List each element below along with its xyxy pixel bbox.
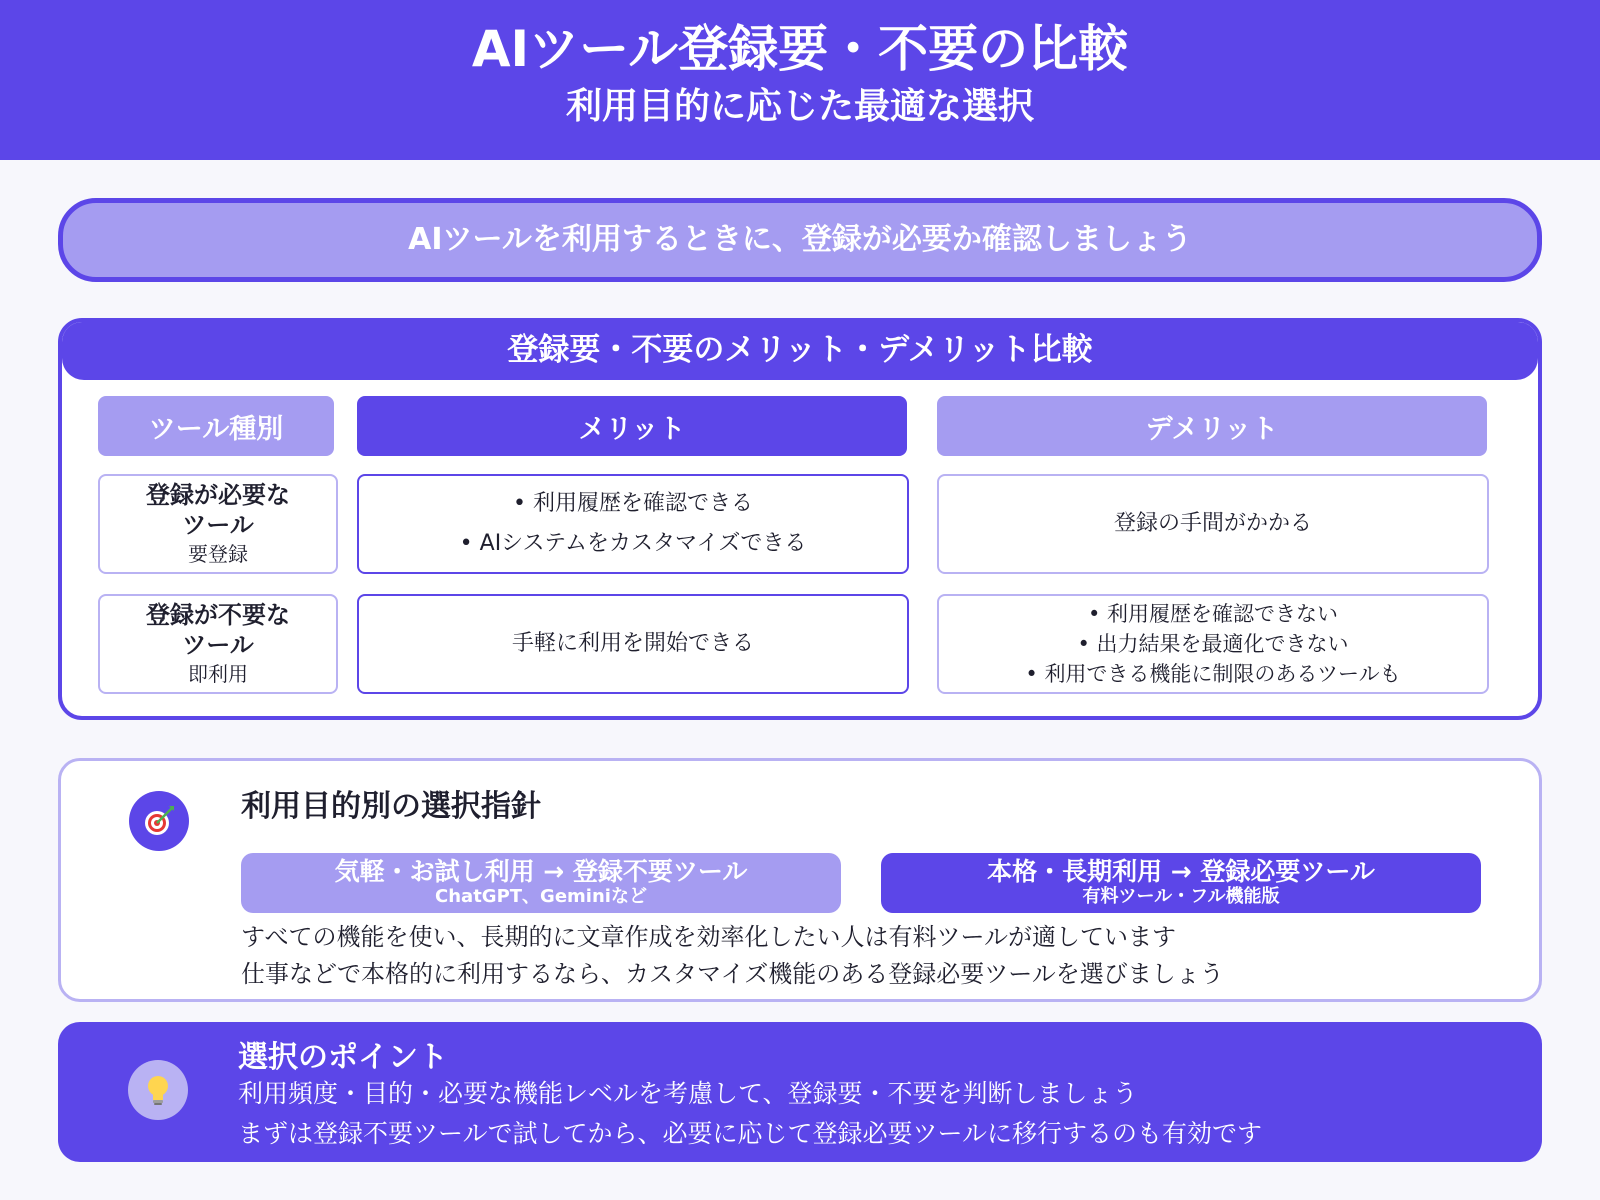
row-registration-required-demerits (937, 474, 1489, 574)
serious-use-main: 本格・長期利用 → 登録必要ツール (987, 857, 1375, 886)
target-icon (129, 791, 189, 851)
merit-item: 手軽に利用を開始できる (511, 631, 754, 656)
type-name: 登録が不要な ツール (146, 601, 290, 659)
guide-line: 仕事などで本格的に利用するなら、カスタマイズ機能のある登録必要ツールを選びましょう (241, 960, 1224, 988)
selection-guide-panel (58, 758, 1542, 1002)
serious-use-option (881, 853, 1481, 913)
guide-text (241, 919, 1224, 993)
type-note: 要登録 (188, 542, 248, 566)
header-demerit: デメリット (937, 396, 1487, 456)
point-line: 利用頻度・目的・必要な機能レベルを考慮して、登録要・不要を判断しましょう (238, 1079, 1138, 1108)
demerit-item: • 出力結果を最適化できない (1077, 629, 1348, 659)
point-title: 選択のポイント (238, 1040, 448, 1075)
row-registration-required-type (98, 474, 338, 574)
comparison-title: 登録要・不要のメリット・デメリット比較 (62, 322, 1538, 380)
row-registration-free-demerits (937, 594, 1489, 694)
serious-use-sub: 有料ツール・フル機能版 (1082, 886, 1280, 907)
type-name: 登録が必要な ツール (146, 481, 290, 539)
header-merit: メリット (357, 396, 907, 456)
row-registration-free-type (98, 594, 338, 694)
guide-line: すべての機能を使い、長期的に文章作成を効率化したい人は有料ツールが適しています (241, 923, 1177, 951)
header (0, 0, 1600, 160)
type-note: 即利用 (188, 662, 248, 686)
casual-use-option (241, 853, 841, 913)
page-subtitle: 利用目的に応じた最適な選択 (565, 86, 1034, 127)
row-registration-free-merits (357, 594, 909, 694)
guide-title: 利用目的別の選択指針 (241, 789, 541, 824)
casual-use-main: 気軽・お試し利用 → 登録不要ツール (334, 857, 748, 886)
selection-point-panel (58, 1022, 1542, 1162)
demerit-item: • 利用履歴を確認できない (1088, 599, 1338, 629)
demerit-item: • 利用できる機能に制限のあるツールも (1025, 659, 1400, 689)
merit-item: • 利用履歴を確認できる (513, 484, 753, 524)
header-tool-type: ツール種別 (98, 396, 334, 456)
notice-banner: AIツールを利用するときに、登録が必要か確認しましょう (58, 198, 1542, 282)
page-title: AIツール登録要・不要の比較 (471, 20, 1129, 78)
comparison-panel (58, 318, 1542, 720)
merit-item: • AIシステムをカスタマイズできる (460, 524, 807, 564)
point-text (238, 1074, 1262, 1154)
row-registration-required-merits (357, 474, 909, 574)
demerit-item: 登録の手間がかかる (1113, 511, 1312, 536)
point-line: まずは登録不要ツールで試してから、必要に応じて登録必要ツールに移行するのも有効です (238, 1119, 1263, 1148)
casual-use-sub: ChatGPT、Geminiなど (435, 886, 647, 907)
lightbulb-icon (128, 1060, 188, 1120)
